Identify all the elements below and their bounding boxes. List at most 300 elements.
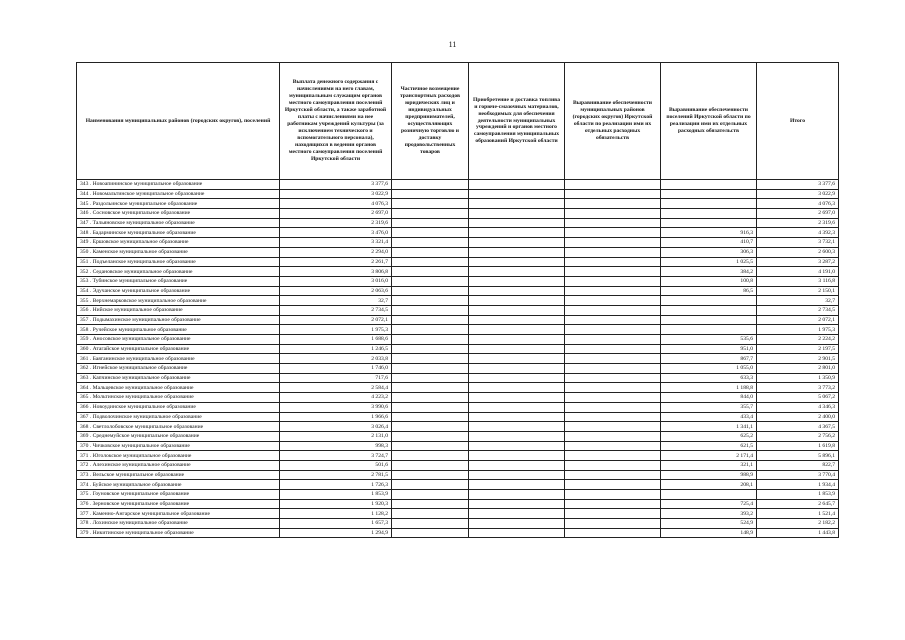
- district-equalization-cell: [565, 286, 661, 296]
- fuel-cell: [469, 189, 565, 199]
- table-row: [77, 354, 839, 364]
- transport-cell: [392, 276, 469, 286]
- municipality-name: Капчинское муниципальное образование: [92, 375, 191, 382]
- header-salary-payments: Выплата денежного содержания с начислениями на него главам, муниципальным служащим органов местного самоуправления поселений Иркутской области, а также заработной платы с начислениями на нее работникам учреждений культуры (за исключением технического и вспомогательного персонала), находящихся в ведении органов местного самоуправления поселений Иркутской области: [280, 63, 392, 180]
- municipality-name: Подымахинское муниципальное образование: [92, 316, 201, 323]
- district-equalization-cell: [565, 480, 661, 490]
- table-row: [77, 199, 839, 209]
- row-number: 361 .: [80, 355, 92, 362]
- transport-cell: [392, 344, 469, 354]
- total-cell: 1 934,4: [757, 480, 839, 490]
- municipality-name: Аносовское муниципальное образование: [92, 336, 191, 343]
- total-cell: 2 197,5: [757, 344, 839, 354]
- transport-cell: [392, 528, 469, 538]
- table-header-row: [77, 63, 839, 180]
- transport-cell: [392, 393, 469, 403]
- total-cell: 2 645,7: [757, 499, 839, 509]
- settlement-equalization-cell: [661, 325, 757, 335]
- district-equalization-cell: [565, 470, 661, 480]
- settlement-equalization-cell: 633,3: [661, 373, 757, 383]
- total-cell: 2 150,1: [757, 286, 839, 296]
- district-equalization-cell: [565, 431, 661, 441]
- district-equalization-cell: [565, 305, 661, 315]
- row-number: 358 .: [80, 326, 92, 333]
- row-name-cell: [77, 247, 280, 257]
- settlement-equalization-cell: 148,9: [661, 528, 757, 538]
- fuel-cell: [469, 286, 565, 296]
- district-equalization-cell: [565, 490, 661, 500]
- transport-cell: [392, 305, 469, 315]
- row-name-cell: [77, 209, 280, 219]
- total-cell: 2 734,5: [757, 305, 839, 315]
- table-row: [77, 470, 839, 480]
- table-row: [77, 364, 839, 374]
- municipality-name: Баяганинское муниципальное образование: [92, 355, 195, 362]
- transport-cell: [392, 470, 469, 480]
- table-row: [77, 238, 839, 248]
- row-number: 369 .: [80, 433, 92, 440]
- total-cell: 822,7: [757, 460, 839, 470]
- settlement-equalization-cell: 625,2: [661, 431, 757, 441]
- salary-cell: 1 746,0: [280, 364, 392, 374]
- total-cell: 3 773,2: [757, 383, 839, 393]
- transport-cell: [392, 335, 469, 345]
- total-cell: 2 600,3: [757, 247, 839, 257]
- table-row: [77, 315, 839, 325]
- municipality-name: Лохинское муниципальное образование: [92, 520, 188, 527]
- table-row: [77, 519, 839, 529]
- district-equalization-cell: [565, 402, 661, 412]
- table-row: [77, 528, 839, 538]
- salary-cell: 501,6: [280, 460, 392, 470]
- salary-cell: 32,7: [280, 296, 392, 306]
- fuel-cell: [469, 528, 565, 538]
- total-cell: 2 801,0: [757, 364, 839, 374]
- row-name-cell: [77, 519, 280, 529]
- row-number: 343 .: [80, 181, 92, 188]
- salary-cell: 3 724,7: [280, 451, 392, 461]
- total-cell: 5 896,1: [757, 451, 839, 461]
- table-row: [77, 218, 839, 228]
- table-row: [77, 402, 839, 412]
- fuel-cell: [469, 480, 565, 490]
- allocation-table: [76, 62, 839, 538]
- municipality-name: Нийское муниципальное образование: [92, 307, 183, 314]
- settlement-equalization-cell: 1 341,1: [661, 422, 757, 432]
- fuel-cell: [469, 490, 565, 500]
- total-cell: 1 521,4: [757, 509, 839, 519]
- header-total: Итого: [757, 63, 839, 180]
- municipality-name: Новоудинское муниципальное образование: [92, 404, 196, 411]
- table-row: [77, 480, 839, 490]
- municipality-name: Верхнемарковское муниципальное образование: [92, 297, 207, 304]
- settlement-equalization-cell: 306,3: [661, 247, 757, 257]
- district-equalization-cell: [565, 325, 661, 335]
- table-row: [77, 257, 839, 267]
- row-number: 349 .: [80, 239, 92, 246]
- municipality-name: Алехинское муниципальное образование: [92, 462, 191, 469]
- district-equalization-cell: [565, 189, 661, 199]
- transport-cell: [392, 412, 469, 422]
- table-row: [77, 296, 839, 306]
- table-row: [77, 335, 839, 345]
- fuel-cell: [469, 218, 565, 228]
- header-fuel-purchase: Приобретение и доставка топлива и горюче-смазочных материалов, необходимых для обеспечения деятельности муниципальных учреждений и органов местного самоуправления муниципальных образований Иркутской области: [469, 63, 565, 180]
- row-name-cell: [77, 528, 280, 538]
- row-number: 356 .: [80, 307, 92, 314]
- municipality-name: Эдучанское муниципальное образование: [92, 287, 191, 294]
- total-cell: 32,7: [757, 296, 839, 306]
- district-equalization-cell: [565, 209, 661, 219]
- fuel-cell: [469, 393, 565, 403]
- transport-cell: [392, 499, 469, 509]
- table-row: [77, 247, 839, 257]
- fuel-cell: [469, 257, 565, 267]
- settlement-equalization-cell: 433,4: [661, 412, 757, 422]
- settlement-equalization-cell: 321,1: [661, 460, 757, 470]
- row-name-cell: [77, 296, 280, 306]
- municipality-name: Каменское муниципальное образование: [92, 249, 188, 256]
- salary-cell: 717,6: [280, 373, 392, 383]
- row-name-cell: [77, 276, 280, 286]
- fuel-cell: [469, 519, 565, 529]
- salary-cell: 1 688,6: [280, 335, 392, 345]
- settlement-equalization-cell: [661, 315, 757, 325]
- total-cell: 4 191,0: [757, 267, 839, 277]
- settlement-equalization-cell: [661, 180, 757, 190]
- fuel-cell: [469, 335, 565, 345]
- row-name-cell: [77, 325, 280, 335]
- row-number: 375 .: [80, 491, 92, 498]
- total-cell: 3 770,4: [757, 470, 839, 480]
- transport-cell: [392, 431, 469, 441]
- municipality-name: Светлолобовское муниципальное образование: [92, 423, 204, 430]
- district-equalization-cell: [565, 393, 661, 403]
- total-cell: 1 619,8: [757, 441, 839, 451]
- fuel-cell: [469, 373, 565, 383]
- fuel-cell: [469, 402, 565, 412]
- fuel-cell: [469, 431, 565, 441]
- row-number: 373 .: [80, 471, 92, 478]
- header-district-equalization: Выравнивание обеспеченности муниципальных районов (городских округов) Иркутской области по реализации ими их отдельных расходных обязательств: [565, 63, 661, 180]
- salary-cell: 1 975,3: [280, 325, 392, 335]
- transport-cell: [392, 354, 469, 364]
- settlement-equalization-cell: 355,7: [661, 402, 757, 412]
- district-equalization-cell: [565, 441, 661, 451]
- transport-cell: [392, 199, 469, 209]
- total-cell: 2 319,6: [757, 218, 839, 228]
- row-name-cell: [77, 344, 280, 354]
- fuel-cell: [469, 296, 565, 306]
- row-number: 359 .: [80, 336, 92, 343]
- row-name-cell: [77, 480, 280, 490]
- transport-cell: [392, 451, 469, 461]
- row-name-cell: [77, 238, 280, 248]
- district-equalization-cell: [565, 257, 661, 267]
- salary-cell: 1 294,9: [280, 528, 392, 538]
- table-row: [77, 325, 839, 335]
- table-body: [77, 180, 839, 538]
- settlement-equalization-cell: [661, 189, 757, 199]
- transport-cell: [392, 373, 469, 383]
- row-name-cell: [77, 189, 280, 199]
- salary-cell: 2 697,0: [280, 209, 392, 219]
- row-name-cell: [77, 402, 280, 412]
- row-number: 363 .: [80, 375, 92, 382]
- settlement-equalization-cell: 86,5: [661, 286, 757, 296]
- municipality-name: Ершовское муниципальное образование: [92, 239, 189, 246]
- transport-cell: [392, 364, 469, 374]
- table-row: [77, 490, 839, 500]
- salary-cell: 3 321,4: [280, 238, 392, 248]
- salary-cell: 2 261,7: [280, 257, 392, 267]
- salary-cell: 1 920,3: [280, 499, 392, 509]
- district-equalization-cell: [565, 199, 661, 209]
- row-name-cell: [77, 499, 280, 509]
- district-equalization-cell: [565, 383, 661, 393]
- salary-cell: 4 223,2: [280, 393, 392, 403]
- district-equalization-cell: [565, 354, 661, 364]
- row-number: 348 .: [80, 229, 92, 236]
- total-cell: 3 377,6: [757, 180, 839, 190]
- salary-cell: 2 072,1: [280, 315, 392, 325]
- total-cell: 3 287,2: [757, 257, 839, 267]
- salary-cell: 3 022,9: [280, 189, 392, 199]
- total-cell: 1 975,3: [757, 325, 839, 335]
- settlement-equalization-cell: 621,5: [661, 441, 757, 451]
- district-equalization-cell: [565, 228, 661, 238]
- table-row: [77, 460, 839, 470]
- row-number: 368 .: [80, 423, 92, 430]
- settlement-equalization-cell: 535,6: [661, 335, 757, 345]
- municipality-name: Игнейское муниципальное образование: [92, 365, 188, 372]
- salary-cell: 3 806,8: [280, 267, 392, 277]
- table-row: [77, 189, 839, 199]
- transport-cell: [392, 228, 469, 238]
- row-number: 354 .: [80, 287, 92, 294]
- row-number: 370 .: [80, 442, 92, 449]
- district-equalization-cell: [565, 296, 661, 306]
- transport-cell: [392, 218, 469, 228]
- settlement-equalization-cell: 410,7: [661, 238, 757, 248]
- row-number: 352 .: [80, 268, 92, 275]
- district-equalization-cell: [565, 373, 661, 383]
- salary-cell: 2 734,5: [280, 305, 392, 315]
- settlement-equalization-cell: [661, 490, 757, 500]
- row-name-cell: [77, 431, 280, 441]
- district-equalization-cell: [565, 315, 661, 325]
- settlement-equalization-cell: 867,7: [661, 354, 757, 364]
- fuel-cell: [469, 460, 565, 470]
- district-equalization-cell: [565, 519, 661, 529]
- fuel-cell: [469, 228, 565, 238]
- table-row: [77, 441, 839, 451]
- transport-cell: [392, 180, 469, 190]
- transport-cell: [392, 315, 469, 325]
- municipality-name: Вельское муниципальное образование: [92, 471, 185, 478]
- fuel-cell: [469, 238, 565, 248]
- settlement-equalization-cell: 951,0: [661, 344, 757, 354]
- fuel-cell: [469, 470, 565, 480]
- fuel-cell: [469, 199, 565, 209]
- municipality-name: Каменно-Ангарское муниципальное образование: [92, 510, 211, 517]
- row-name-cell: [77, 315, 280, 325]
- row-number: 372 .: [80, 462, 92, 469]
- municipality-name: Юголокское муниципальное образование: [92, 452, 192, 459]
- row-name-cell: [77, 354, 280, 364]
- district-equalization-cell: [565, 335, 661, 345]
- row-name-cell: [77, 218, 280, 228]
- district-equalization-cell: [565, 528, 661, 538]
- fuel-cell: [469, 354, 565, 364]
- table-row: [77, 267, 839, 277]
- row-number: 344 .: [80, 191, 92, 198]
- district-equalization-cell: [565, 460, 661, 470]
- transport-cell: [392, 189, 469, 199]
- table-row: [77, 305, 839, 315]
- settlement-equalization-cell: 1 188,8: [661, 383, 757, 393]
- row-name-cell: [77, 180, 280, 190]
- municipality-name: Буйское муниципальное образование: [92, 481, 182, 488]
- municipality-name: Ручейское муниципальное образование: [92, 326, 187, 333]
- row-name-cell: [77, 257, 280, 267]
- salary-cell: 2 131,0: [280, 431, 392, 441]
- table-row: [77, 451, 839, 461]
- table-row: [77, 286, 839, 296]
- fuel-cell: [469, 325, 565, 335]
- fuel-cell: [469, 509, 565, 519]
- municipality-name: Новомальтинское муниципальное образование: [92, 191, 205, 198]
- row-number: 347 .: [80, 220, 92, 227]
- municipality-name: Никитинское муниципальное образование: [92, 530, 194, 537]
- row-name-cell: [77, 393, 280, 403]
- salary-cell: 2 584,4: [280, 383, 392, 393]
- settlement-equalization-cell: 1 025,5: [661, 257, 757, 267]
- fuel-cell: [469, 383, 565, 393]
- municipality-name: Подъеланское муниципальное образование: [92, 258, 196, 265]
- fuel-cell: [469, 364, 565, 374]
- transport-cell: [392, 383, 469, 393]
- district-equalization-cell: [565, 451, 661, 461]
- settlement-equalization-cell: 1 055,0: [661, 364, 757, 374]
- settlement-equalization-cell: [661, 305, 757, 315]
- row-name-cell: [77, 509, 280, 519]
- row-number: 357 .: [80, 316, 92, 323]
- municipality-name: Мальцевское муниципальное образование: [92, 384, 194, 391]
- settlement-equalization-cell: 524,9: [661, 519, 757, 529]
- row-name-cell: [77, 228, 280, 238]
- total-cell: 5 067,2: [757, 393, 839, 403]
- row-number: 345 .: [80, 200, 92, 207]
- salary-cell: 1 726,3: [280, 480, 392, 490]
- total-cell: 2 182,2: [757, 519, 839, 529]
- total-cell: 2 756,2: [757, 431, 839, 441]
- fuel-cell: [469, 315, 565, 325]
- municipality-name: Седановское муниципальное образование: [92, 268, 193, 275]
- district-equalization-cell: [565, 422, 661, 432]
- row-number: 350 .: [80, 249, 92, 256]
- row-name-cell: [77, 199, 280, 209]
- table-row: [77, 383, 839, 393]
- row-name-cell: [77, 286, 280, 296]
- salary-cell: 2 033,8: [280, 354, 392, 364]
- row-number: 371 .: [80, 452, 92, 459]
- total-cell: 3 116,8: [757, 276, 839, 286]
- fuel-cell: [469, 209, 565, 219]
- row-number: 374 .: [80, 481, 92, 488]
- transport-cell: [392, 519, 469, 529]
- row-number: 362 .: [80, 365, 92, 372]
- row-number: 360 .: [80, 346, 92, 353]
- municipality-name: Подволочинское муниципальное образование: [92, 413, 202, 420]
- salary-cell: 1 853,9: [280, 490, 392, 500]
- table-row: [77, 431, 839, 441]
- row-name-cell: [77, 441, 280, 451]
- total-cell: 1 853,9: [757, 490, 839, 500]
- table-row: [77, 499, 839, 509]
- row-name-cell: [77, 451, 280, 461]
- settlement-equalization-cell: 916,3: [661, 228, 757, 238]
- settlement-equalization-cell: 988,9: [661, 470, 757, 480]
- municipality-name: Сосновское муниципальное образование: [92, 210, 191, 217]
- table-row: [77, 393, 839, 403]
- municipality-name: Бадарминское муниципальное образование: [92, 229, 196, 236]
- fuel-cell: [469, 412, 565, 422]
- district-equalization-cell: [565, 218, 661, 228]
- header-municipality: Наименования муниципальных районов (городских округов), поселений: [77, 63, 280, 180]
- municipality-name: Гоуновское муниципальное образование: [92, 491, 190, 498]
- fuel-cell: [469, 180, 565, 190]
- row-number: 353 .: [80, 278, 92, 285]
- transport-cell: [392, 238, 469, 248]
- fuel-cell: [469, 247, 565, 257]
- transport-cell: [392, 209, 469, 219]
- table-row: [77, 373, 839, 383]
- salary-cell: 998,3: [280, 441, 392, 451]
- header-transport-compensation: Частичное возмещение транспортных расходов юридических лиц и индивидуальных предпринимателей, осуществляющих розничную торговлю и доставку продовольственных товаров: [392, 63, 469, 180]
- transport-cell: [392, 422, 469, 432]
- row-number: 367 .: [80, 413, 92, 420]
- district-equalization-cell: [565, 276, 661, 286]
- salary-cell: 2 319,6: [280, 218, 392, 228]
- transport-cell: [392, 460, 469, 470]
- salary-cell: 2 781,5: [280, 470, 392, 480]
- row-number: 351 .: [80, 258, 92, 265]
- row-number: 376 .: [80, 501, 92, 508]
- row-number: 364 .: [80, 384, 92, 391]
- municipality-name: Тальяновское муниципальное образование: [92, 220, 195, 227]
- table-row: [77, 412, 839, 422]
- transport-cell: [392, 325, 469, 335]
- table-row: [77, 180, 839, 190]
- table-row: [77, 344, 839, 354]
- total-cell: 3 022,9: [757, 189, 839, 199]
- row-name-cell: [77, 383, 280, 393]
- total-cell: 3 732,1: [757, 238, 839, 248]
- district-equalization-cell: [565, 499, 661, 509]
- total-cell: 2 224,2: [757, 335, 839, 345]
- settlement-equalization-cell: 725,4: [661, 499, 757, 509]
- fuel-cell: [469, 441, 565, 451]
- row-number: 366 .: [80, 404, 92, 411]
- municipality-name: Мольтинское муниципальное образование: [92, 394, 194, 401]
- settlement-equalization-cell: 393,2: [661, 509, 757, 519]
- transport-cell: [392, 296, 469, 306]
- district-equalization-cell: [565, 344, 661, 354]
- settlement-equalization-cell: [661, 296, 757, 306]
- total-cell: 4 076,3: [757, 199, 839, 209]
- row-name-cell: [77, 267, 280, 277]
